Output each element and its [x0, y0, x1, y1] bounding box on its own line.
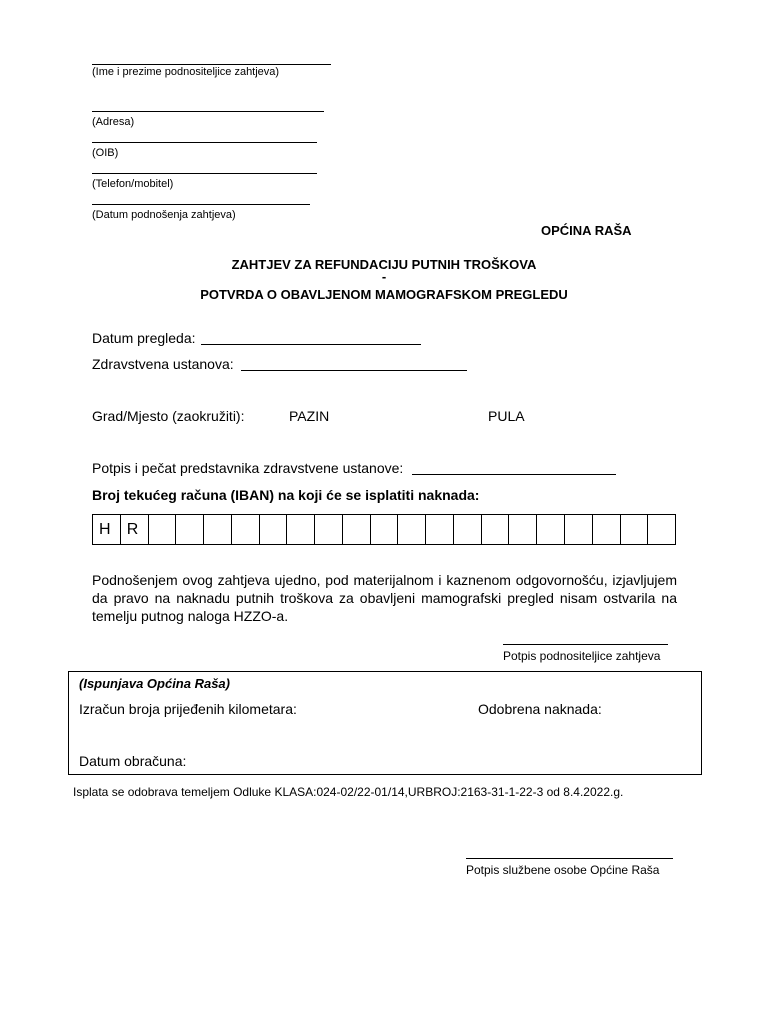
submission-date-caption: (Datum podnošenja zahtjeva) — [92, 209, 236, 221]
title-line-1: ZAHTJEV ZA REFUNDACIJU PUTNIH TROŠKOVA — [231, 257, 537, 272]
iban-cell[interactable] — [565, 515, 593, 544]
iban-cell[interactable] — [593, 515, 621, 544]
calculation-date-label: Datum obračuna: — [79, 753, 187, 769]
iban-cell[interactable] — [454, 515, 482, 544]
iban-cell: H — [93, 515, 121, 544]
institution-signature-line[interactable] — [412, 474, 616, 475]
phone-caption: (Telefon/mobitel) — [92, 178, 174, 190]
iban-cell[interactable] — [260, 515, 288, 544]
city-option-pazin[interactable]: PAZIN — [289, 408, 330, 424]
iban-cell[interactable] — [509, 515, 537, 544]
payout-note: Isplata se odobrava temeljem Odluke KLASA:024-02/22-01/14,URBROJ:2163-31-1-22-3 od 8.4.2022.g. — [73, 785, 624, 799]
official-signature-caption: Potpis službene osobe Općine Raša — [466, 863, 660, 877]
iban-cell[interactable] — [648, 515, 675, 544]
name-caption: (Ime i prezime podnositeljice zahtjeva) — [92, 66, 280, 78]
address-caption: (Adresa) — [92, 116, 135, 128]
institution-line[interactable] — [241, 370, 467, 371]
name-line[interactable] — [92, 64, 331, 65]
exam-date-label: Datum pregleda: — [92, 330, 196, 346]
oib-caption: (OIB) — [92, 147, 119, 159]
title-dash: - — [381, 269, 387, 284]
iban-cell[interactable] — [232, 515, 260, 544]
submission-date-line[interactable] — [92, 204, 310, 205]
oib-line[interactable] — [92, 142, 317, 143]
iban-cell[interactable] — [398, 515, 426, 544]
applicant-signature-caption: Potpis podnositeljice zahtjeva — [503, 649, 661, 663]
exam-date-line[interactable] — [201, 344, 421, 345]
iban-cell[interactable] — [371, 515, 399, 544]
iban-cell: R — [121, 515, 149, 544]
official-signature-line[interactable] — [466, 858, 673, 859]
iban-cell[interactable] — [287, 515, 315, 544]
office-box-heading: (Ispunjava Općina Raša) — [79, 676, 230, 691]
iban-grid[interactable] — [92, 514, 676, 545]
office-use-box — [68, 671, 702, 775]
iban-cell[interactable] — [176, 515, 204, 544]
iban-cell[interactable] — [315, 515, 343, 544]
recipient: OPĆINA RAŠA — [541, 223, 632, 238]
km-calculation-label: Izračun broja prijeđenih kilometara: — [79, 701, 297, 717]
iban-cell[interactable] — [343, 515, 371, 544]
iban-cell[interactable] — [621, 515, 649, 544]
declaration-text: Podnošenjem ovog zahtjeva ujedno, pod materijalnom i kaznenom odgovornošću, izjavljujem da pravo na naknadu putnih troškova za obavljeni mamografski pregled nisam ostvarila na temelju putnog naloga HZZO-a. — [92, 572, 677, 624]
institution-label: Zdravstvena ustanova: — [92, 356, 234, 372]
phone-line[interactable] — [92, 173, 317, 174]
iban-cell[interactable] — [426, 515, 454, 544]
iban-label: Broj tekućeg računa (IBAN) na koji će se isplatiti naknada: — [92, 487, 480, 503]
title-line-2: POTVRDA O OBAVLJENOM MAMOGRAFSKOM PREGLEDU — [200, 287, 568, 302]
iban-cell[interactable] — [482, 515, 510, 544]
address-line[interactable] — [92, 111, 324, 112]
applicant-signature-line[interactable] — [503, 644, 668, 645]
iban-cell[interactable] — [204, 515, 232, 544]
city-option-pula[interactable]: PULA — [488, 408, 525, 424]
approved-amount-label: Odobrena naknada: — [478, 701, 602, 717]
institution-signature-label: Potpis i pečat predstavnika zdravstvene ustanove: — [92, 460, 404, 476]
city-label: Grad/Mjesto (zaokružiti): — [92, 408, 245, 424]
iban-cell[interactable] — [537, 515, 565, 544]
iban-cell[interactable] — [149, 515, 177, 544]
